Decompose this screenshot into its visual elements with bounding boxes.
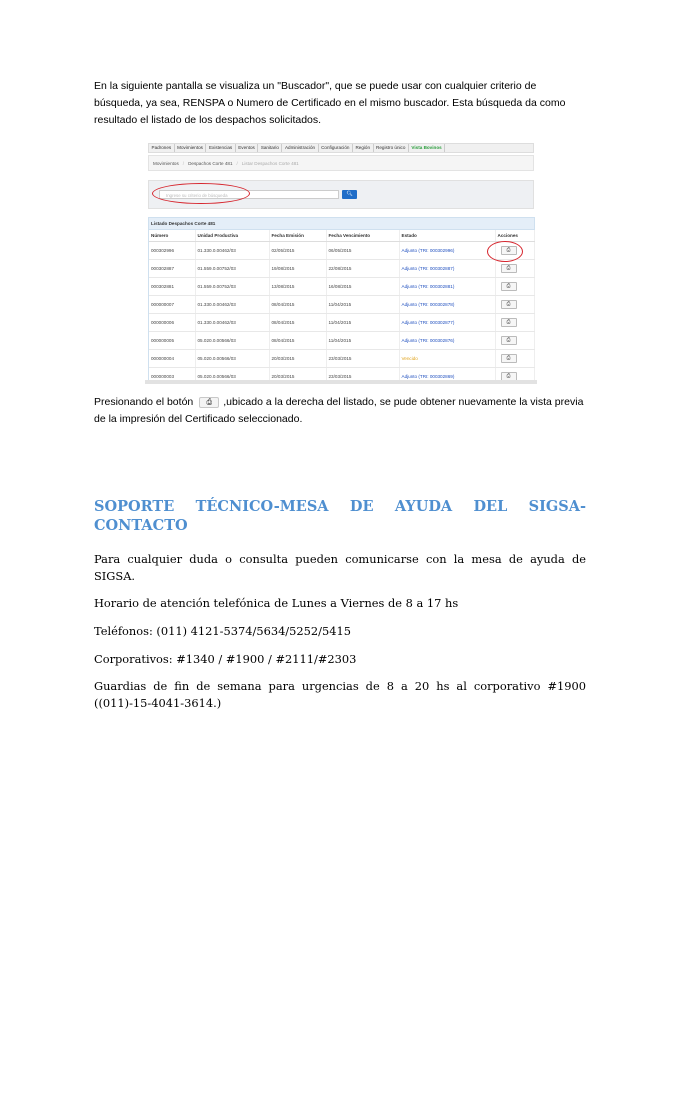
print-button-inline (199, 397, 219, 408)
cell-estado-link[interactable]: Adjunto (TRI: 000302869) (399, 368, 495, 385)
results-table (149, 230, 535, 384)
weekend-paragraph: Guardias de fin de semana para urgencias de 8 a 20 hs al corporativo #1900 ((011)-15-4041-3614.) (94, 679, 586, 710)
cell-numero: 000000003 (149, 368, 195, 385)
corporate-paragraph: Corporativos: #1340 / #1900 / #2111/#2303 (94, 652, 357, 666)
menu-item[interactable]: Eventos (236, 144, 259, 152)
printer-icon: ⎙ (506, 355, 511, 361)
cell-unidad: 01.330.0.00462/03 (195, 314, 269, 332)
printer-icon: ⎙ (506, 265, 511, 271)
print-button[interactable] (501, 336, 517, 345)
menu-item[interactable]: Existencias (206, 144, 235, 152)
cell-vencimiento: 11/04/2015 (326, 332, 399, 350)
cell-vencimiento: 06/05/2015 (326, 242, 399, 260)
printer-icon: ⎙ (506, 301, 511, 307)
cell-vencimiento: 11/04/2015 (326, 296, 399, 314)
cell-emision: 20/03/2015 (269, 350, 326, 368)
cell-numero: 000000004 (149, 350, 195, 368)
menu-item[interactable]: Sanitario (258, 144, 282, 152)
print-button[interactable] (501, 318, 517, 327)
cell-emision: 02/05/2015 (269, 242, 326, 260)
cell-unidad: 01.559.0.00752/03 (195, 278, 269, 296)
printer-icon: ⎙ (506, 373, 511, 379)
cell-numero: 000000005 (149, 332, 195, 350)
column-header: Unidad Productiva (195, 230, 269, 242)
table-row (149, 242, 534, 260)
support-paragraph: Para cualquier duda o consulta pueden comunicarse con la mesa de ayuda de SIGSA. (94, 552, 586, 583)
cell-unidad: 05.020.0.00566/03 (195, 368, 269, 385)
column-header: Estado (399, 230, 495, 242)
menu-item[interactable]: Región (353, 144, 374, 152)
search-icon: 🔍︎ (346, 191, 353, 197)
table-row (149, 314, 534, 332)
cell-unidad: 01.330.0.00462/03 (195, 242, 269, 260)
cell-unidad: 01.559.0.00752/03 (195, 260, 269, 278)
table-row (149, 278, 534, 296)
column-header: Número (149, 230, 195, 242)
printer-icon: ⎙ (506, 247, 511, 253)
intro-paragraph: En la siguiente pantalla se visualiza un "Buscador", que se puede usar con cualquier criterio de búsqueda, ya sea, RENSPA o Numero de Certificado en el mismo buscador. Esta búsqueda da como resultado el listado de los despachos solicitados. (94, 80, 566, 126)
menu-item[interactable]: Administración (282, 144, 318, 152)
cell-vencimiento: 22/08/2015 (326, 260, 399, 278)
print-button[interactable] (501, 354, 517, 363)
table-row (149, 296, 534, 314)
print-button[interactable] (501, 264, 517, 273)
cell-estado-link[interactable]: Adjunto (TRI: 000302887) (399, 260, 495, 278)
cell-unidad: 05.020.0.00566/03 (195, 350, 269, 368)
cell-emision: 13/08/2015 (269, 278, 326, 296)
cell-estado-link[interactable]: Adjunto (TRI: 000302996) (399, 242, 495, 260)
results-list (148, 217, 535, 382)
menu-item[interactable]: Movimientos (175, 144, 207, 152)
printer-icon: ⎙ (206, 399, 213, 406)
table-row (149, 350, 534, 368)
heading-line-2: CONTACTO (94, 517, 188, 534)
cell-estado: Vencido (399, 350, 495, 368)
list-title: Listado Despachos Corte 481 (149, 218, 534, 230)
print-button[interactable] (501, 372, 517, 381)
cell-estado-link[interactable]: Adjunto (TRI: 000302878) (399, 296, 495, 314)
cell-numero: 000000006 (149, 314, 195, 332)
breadcrumb (148, 155, 534, 171)
print-button[interactable] (501, 300, 517, 309)
highlight-oval-search (152, 183, 250, 204)
breadcrumb-separator: / (182, 160, 185, 166)
cell-acciones (495, 368, 534, 385)
breadcrumb-item[interactable]: Movimientos (153, 160, 179, 166)
breadcrumb-item[interactable]: Despachos Corte 481 (188, 160, 233, 166)
column-header: Fecha Vencimiento (326, 230, 399, 242)
menu-item[interactable]: Registro único (374, 144, 409, 152)
cell-numero: 000302996 (149, 242, 195, 260)
table-row (149, 332, 534, 350)
cell-vencimiento: 16/08/2015 (326, 278, 399, 296)
column-header: Fecha Emisión (269, 230, 326, 242)
table-row (149, 260, 534, 278)
printer-icon: ⎙ (506, 337, 511, 343)
cell-unidad: 05.020.0.00566/03 (195, 332, 269, 350)
cell-acciones (495, 314, 534, 332)
instruction-text-before: Presionando el botón (94, 396, 194, 408)
cell-vencimiento: 23/03/2015 (326, 350, 399, 368)
cell-estado-link[interactable]: Adjunto (TRI: 000302876) (399, 332, 495, 350)
cell-unidad: 01.330.0.00462/03 (195, 296, 269, 314)
heading-line-1: SOPORTE TÉCNICO-MESA DE AYUDA DEL SIGSA- (94, 498, 586, 515)
breadcrumb-current: Listar Despachos Corte 481 (241, 160, 299, 166)
instruction-text-after: ,ubicado a la derecha del listado, se pude obtener nuevamente la vista previa de la impresión del Certificado seleccionado. (94, 396, 584, 425)
cell-estado-link[interactable]: Adjunto (TRI: 000302881) (399, 278, 495, 296)
cell-vencimiento: 11/04/2015 (326, 314, 399, 332)
section-heading (94, 497, 586, 535)
table-row (149, 368, 534, 385)
cell-numero: 000302881 (149, 278, 195, 296)
highlight-oval-print (487, 241, 523, 262)
cell-emision: 19/08/2015 (269, 260, 326, 278)
print-instructions (94, 394, 586, 428)
menu-item[interactable]: Padrones (149, 144, 175, 152)
hours-paragraph: Horario de atención telefónica de Lunes a Viernes de 8 a 17 hs (94, 596, 459, 610)
cell-acciones (495, 260, 534, 278)
cell-acciones (495, 278, 534, 296)
menu-item-active[interactable]: Vista Bovinos (409, 144, 445, 152)
embedded-screenshot (145, 140, 537, 384)
cell-acciones (495, 350, 534, 368)
search-button[interactable] (342, 190, 357, 199)
phones-paragraph: Teléfonos: (011) 4121-5374/5634/5252/5415 (94, 624, 351, 638)
printer-icon: ⎙ (506, 319, 511, 325)
cell-acciones (495, 296, 534, 314)
column-header: Acciones (495, 230, 534, 242)
cell-estado-link[interactable]: Adjunto (TRI: 000302877) (399, 314, 495, 332)
cell-emision: 20/03/2015 (269, 368, 326, 385)
cell-numero: 000302887 (149, 260, 195, 278)
table-header-row (149, 230, 534, 242)
cell-numero: 000000007 (149, 296, 195, 314)
cell-emision: 08/04/2015 (269, 332, 326, 350)
app-menubar (148, 143, 534, 153)
search-input[interactable]: Ingrese su criterio de búsqueda (159, 190, 339, 199)
menu-item[interactable]: Configuración (319, 144, 353, 152)
print-button[interactable] (501, 282, 517, 291)
cell-acciones (495, 332, 534, 350)
breadcrumb-separator: / (236, 160, 238, 166)
cell-vencimiento: 23/03/2015 (326, 368, 399, 385)
printer-icon: ⎙ (506, 283, 511, 289)
cell-emision: 08/04/2015 (269, 314, 326, 332)
cell-emision: 08/04/2015 (269, 296, 326, 314)
